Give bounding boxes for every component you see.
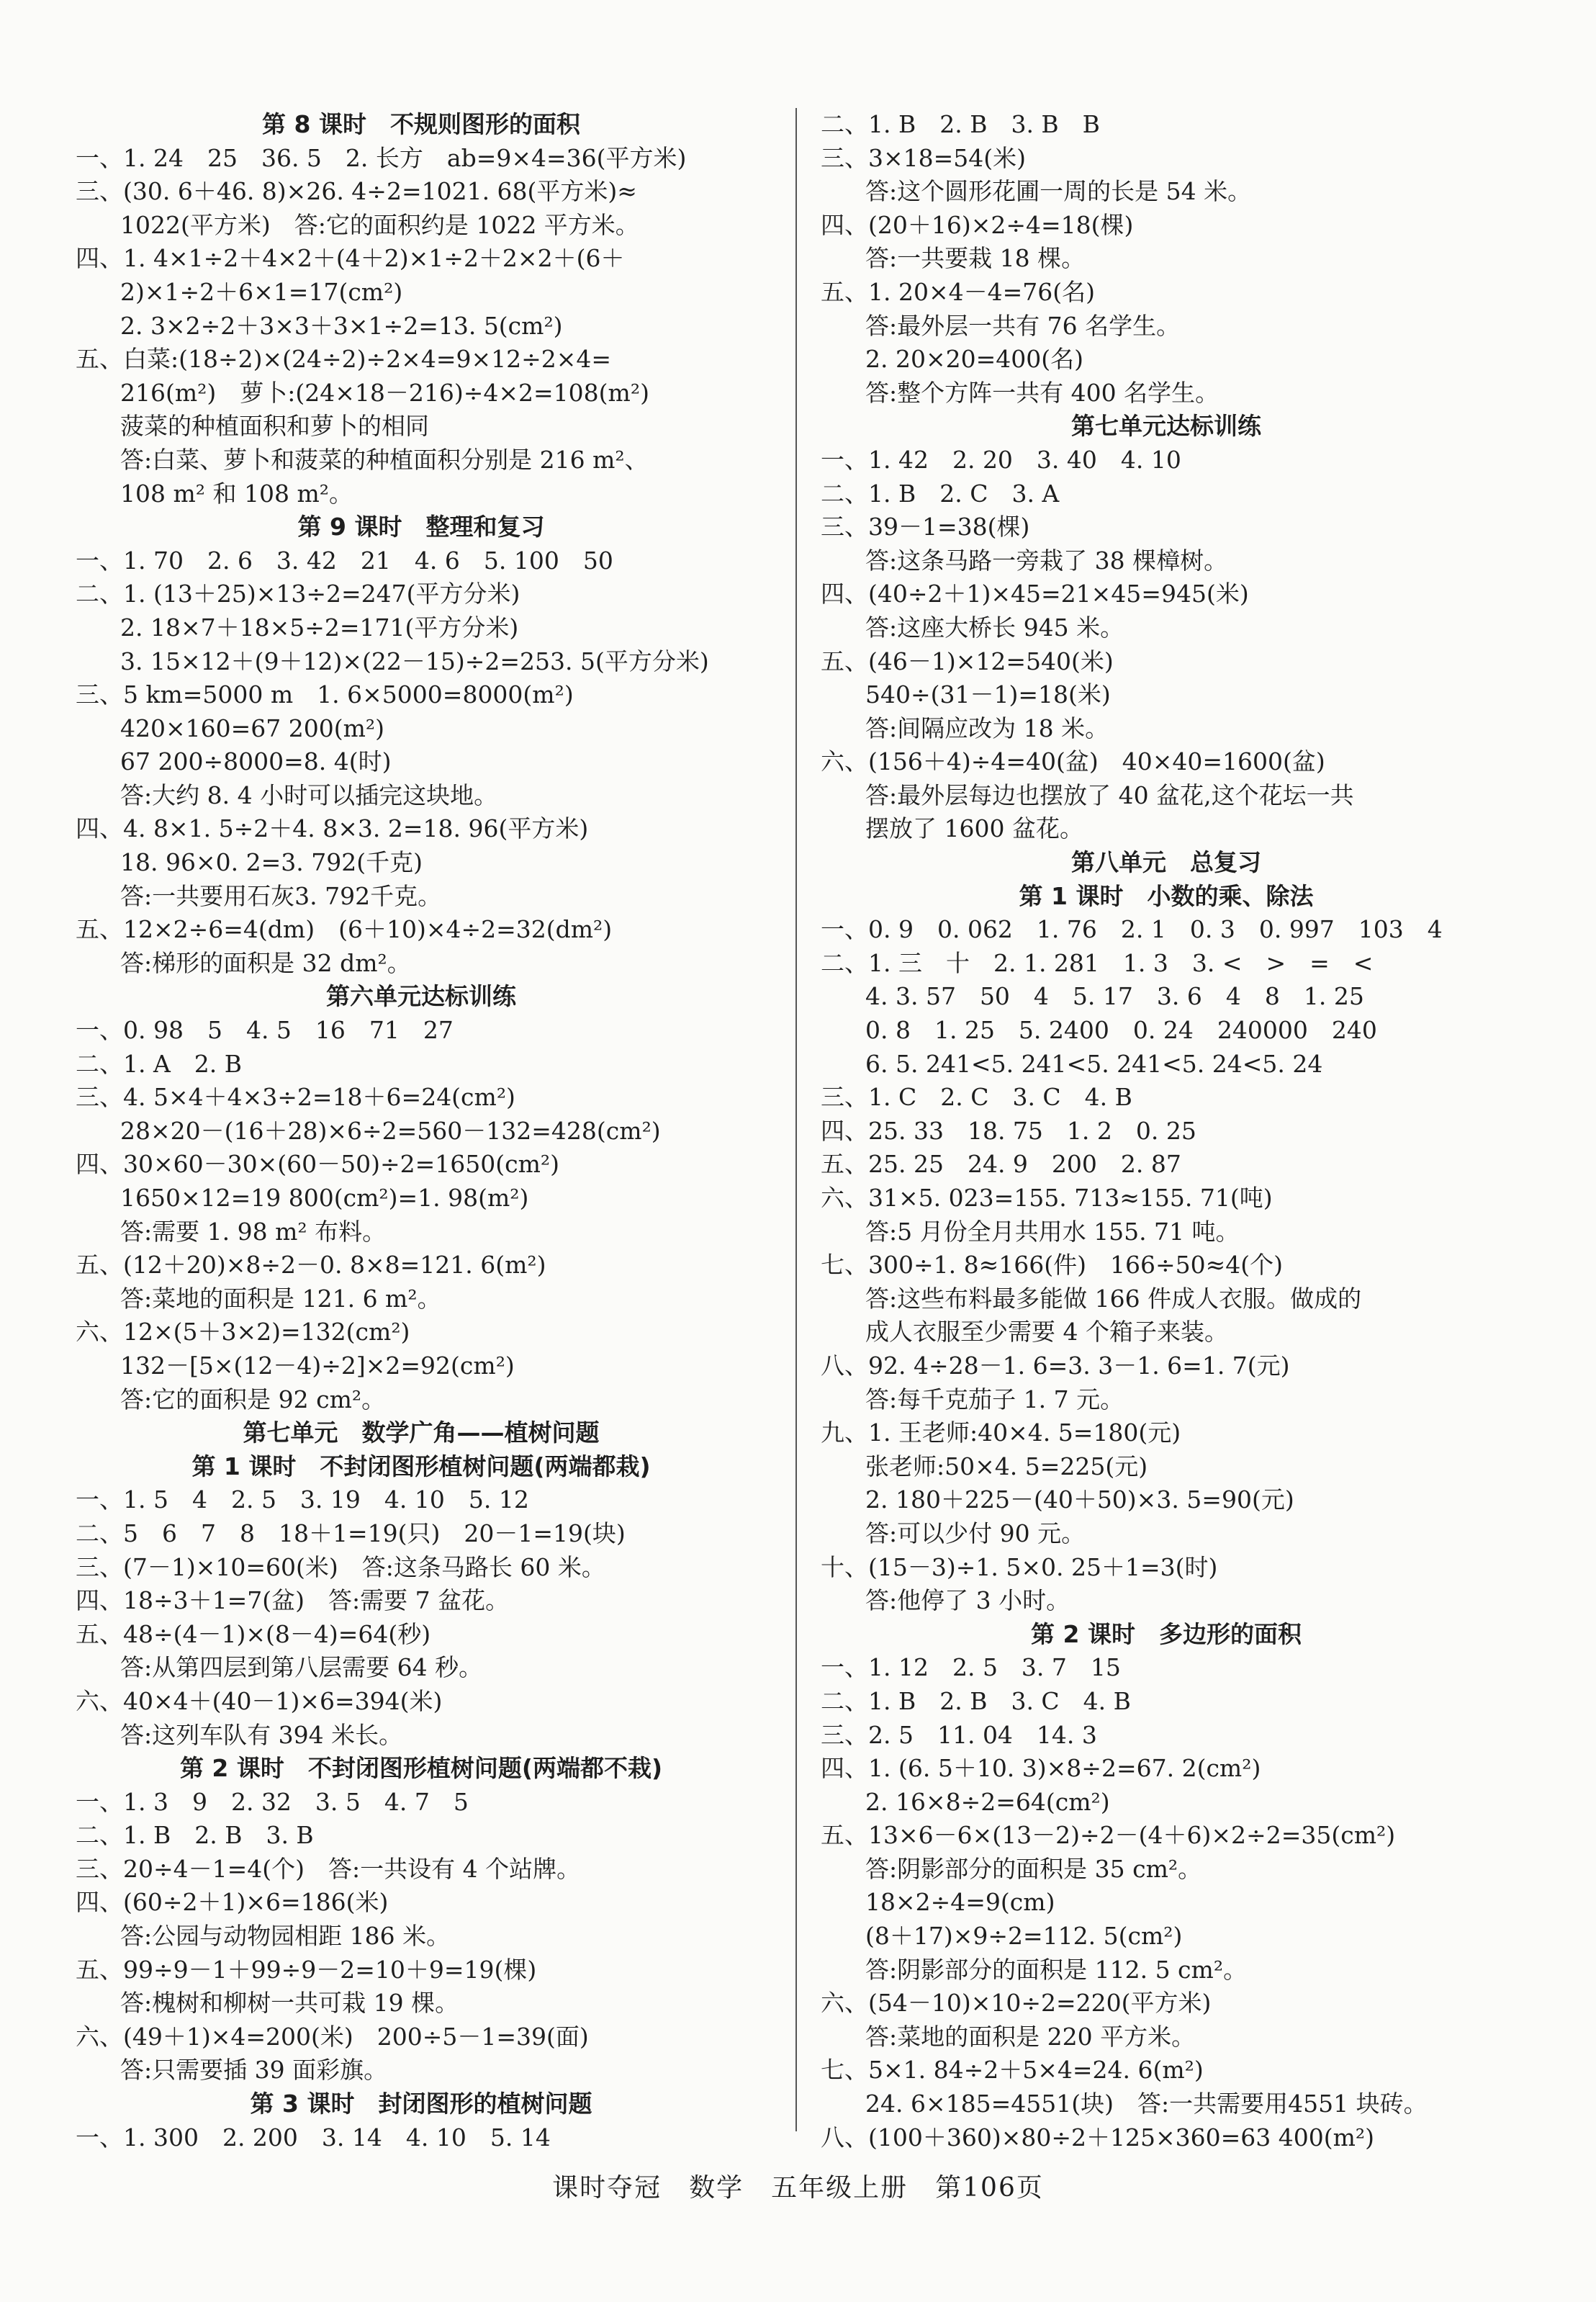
- answer-line: 答:从第四层到第八层需要 64 秒。: [120, 1653, 483, 1682]
- answer-line: 2. 3×2÷2＋3×3＋3×1÷2=13. 5(cm²): [120, 311, 563, 340]
- section-heading: 第 3 课时 封闭图形的植树问题: [250, 2090, 592, 2118]
- answer-line: 三、20÷4－1=4(个) 答:一共设有 4 个站牌。: [76, 1854, 581, 1883]
- answer-line: 1022(平方米) 答:它的面积约是 1022 平方米。: [120, 210, 639, 239]
- answer-line: 三、39－1=38(棵): [821, 513, 1030, 541]
- answer-line: 四、30×60－30×(60－50)÷2=1650(cm²): [76, 1150, 560, 1179]
- answer-line: 答:这条马路一旁栽了 38 棵樟树。: [865, 546, 1228, 575]
- answer-line: 一、0. 9 0. 062 1. 76 2. 1 0. 3 0. 997 103 4: [821, 915, 1443, 944]
- answer-line: 答:整个方阵一共有 400 名学生。: [865, 378, 1219, 407]
- answer-line: 4. 3. 57 50 4 5. 17 3. 6 4 8 1. 25: [865, 982, 1364, 1011]
- answer-line: 答:最外层一共有 76 名学生。: [865, 311, 1181, 340]
- answer-line: 成人衣服至少需要 4 个箱子来装。: [865, 1318, 1228, 1346]
- right-column: [821, 108, 1512, 2154]
- answer-line: 一、1. 5 4 2. 5 3. 19 4. 10 5. 12: [76, 1485, 529, 1514]
- answer-line: 六、40×4＋(40－1)×6=394(米): [76, 1686, 443, 1715]
- section-heading: 第 9 课时 整理和复习: [297, 513, 545, 541]
- answer-line: 三、4. 5×4＋4×3÷2=18＋6=24(cm²): [76, 1083, 515, 1112]
- answer-line: 四、1. (6. 5＋10. 3)×8÷2=67. 2(cm²): [821, 1754, 1261, 1783]
- answer-line: 答:需要 1. 98 m² 布料。: [120, 1217, 387, 1246]
- section-heading: 第 1 课时 不封闭图形植树问题(两端都栽): [191, 1452, 651, 1480]
- answer-line: 答:菜地的面积是 121. 6 m²。: [120, 1284, 441, 1313]
- answer-line: 五、1. 20×4－4=76(名): [821, 277, 1095, 306]
- answer-line: 二、1. B 2. B 3. C 4. B: [821, 1686, 1131, 1715]
- answer-line: 一、1. 24 25 36. 5 2. 长方 ab=9×4=36(平方米): [76, 143, 687, 172]
- answer-line: 一、1. 3 9 2. 32 3. 5 4. 7 5: [76, 1787, 469, 1816]
- answer-line: 答:菜地的面积是 220 平方米。: [865, 2022, 1196, 2051]
- answer-line: 三、2. 5 11. 04 14. 3: [821, 1720, 1097, 1749]
- answer-line: 6. 5. 241<5. 241<5. 241<5. 24<5. 24: [865, 1049, 1323, 1078]
- left-column: [76, 108, 767, 2154]
- answer-line: 三、(30. 6＋46. 8)×26. 4÷2=1021. 68(平方米)≈: [76, 177, 637, 206]
- section-heading: 第七单元达标训练: [1071, 412, 1261, 441]
- answer-line: 18×2÷4=9(cm): [865, 1888, 1055, 1917]
- section-heading: 第七单元 数学广角——植树问题: [243, 1418, 600, 1447]
- answer-line: 3. 15×12＋(9＋12)×(22－15)÷2=253. 5(平方分米): [120, 647, 709, 675]
- answer-line: 二、1. A 2. B: [76, 1049, 243, 1078]
- column-divider: [795, 108, 797, 2131]
- answer-line: 答:只需要插 39 面彩旗。: [120, 2056, 388, 2085]
- answer-line: 答:这列车队有 394 米长。: [120, 1720, 403, 1749]
- answer-line: 五、12×2÷6=4(dm) (6＋10)×4÷2=32(dm²): [76, 915, 613, 944]
- answer-line: 五、白菜:(18÷2)×(24÷2)÷2×4=9×12÷2×4=: [76, 345, 612, 374]
- answer-line: 二、1. 三 十 2. 1. 281 1. 3 3. < > = <: [821, 948, 1374, 977]
- answer-line: 一、1. 42 2. 20 3. 40 4. 10: [821, 445, 1181, 474]
- answer-line: 五、13×6－6×(13－2)÷2－(4＋6)×2÷2=35(cm²): [821, 1821, 1396, 1850]
- section-heading: 第八单元 总复习: [1071, 848, 1261, 877]
- answer-line: 六、12×(5＋3×2)=132(cm²): [76, 1318, 410, 1346]
- answer-line: 六、31×5. 023=155. 713≈155. 71(吨): [821, 1184, 1273, 1212]
- answer-line: 五、99÷9－1＋99÷9－2=10＋9=19(棵): [76, 1955, 537, 1984]
- answer-line: 三、1. C 2. C 3. C 4. B: [821, 1083, 1132, 1112]
- answer-line: 答:他停了 3 小时。: [865, 1586, 1070, 1615]
- answer-line: 答:梯形的面积是 32 dm²。: [120, 948, 411, 977]
- answer-line: 1650×12=19 800(cm²)=1. 98(m²): [120, 1184, 529, 1212]
- answer-line: 九、1. 王老师:40×4. 5=180(元): [821, 1418, 1181, 1447]
- answer-line: 67 200÷8000=8. 4(时): [120, 747, 392, 776]
- answer-line: 五、(46－1)×12=540(米): [821, 647, 1114, 675]
- answer-line: 216(m²) 萝卜:(24×18－216)÷4×2=108(m²): [120, 378, 649, 407]
- answer-line: 十、(15－3)÷1. 5×0. 25＋1=3(时): [821, 1552, 1218, 1581]
- answer-line: 六、(49＋1)×4=200(米) 200÷5－1=39(面): [76, 2022, 589, 2051]
- answer-line: 七、5×1. 84÷2＋5×4=24. 6(m²): [821, 2056, 1204, 2085]
- answer-line: 2. 180＋225－(40＋50)×3. 5=90(元): [865, 1485, 1294, 1514]
- answer-line: 132－[5×(12－4)÷2]×2=92(cm²): [120, 1351, 515, 1380]
- section-heading: 第六单元达标训练: [326, 982, 516, 1011]
- answer-line: 一、0. 98 5 4. 5 16 71 27: [76, 1016, 454, 1045]
- answer-line: 答:间隔应改为 18 米。: [865, 714, 1109, 742]
- answer-line: 答:这些布料最多能做 166 件成人衣服。做成的: [865, 1284, 1362, 1313]
- answer-line: 菠菜的种植面积和萝卜的相同: [120, 412, 429, 441]
- answer-line: 四、4. 8×1. 5÷2＋4. 8×3. 2=18. 96(平方米): [76, 814, 589, 843]
- answer-line: 2. 16×8÷2=64(cm²): [865, 1787, 1110, 1816]
- answer-line: 二、1. B 2. C 3. A: [821, 479, 1060, 508]
- answer-line: 一、1. 70 2. 6 3. 42 21 4. 6 5. 100 50: [76, 546, 613, 575]
- answer-line: 一、1. 300 2. 200 3. 14 4. 10 5. 14: [76, 2123, 551, 2152]
- answer-line: 2. 20×20=400(名): [865, 345, 1083, 374]
- answer-line: 24. 6×185=4551(块) 答:一共需要用4551 块砖。: [865, 2090, 1428, 2118]
- answer-line: 六、(156＋4)÷4=40(盆) 40×40=1600(盆): [821, 747, 1325, 776]
- answer-line: 七、300÷1. 8≈166(件) 166÷50≈4(个): [821, 1251, 1284, 1280]
- answer-line: 答:阴影部分的面积是 112. 5 cm²。: [865, 1955, 1248, 1984]
- answer-line: 答:最外层每边也摆放了 40 盆花,这个花坛一共: [865, 781, 1354, 809]
- answer-line: 答:一共要栽 18 棵。: [865, 244, 1086, 273]
- section-heading: 第 1 课时 小数的乘、除法: [1019, 881, 1314, 910]
- answer-line: 三、(7－1)×10=60(米) 答:这条马路长 60 米。: [76, 1552, 605, 1581]
- answer-line: 答:5 月份全月共用水 155. 71 吨。: [865, 1217, 1240, 1246]
- answer-line: 一、1. 12 2. 5 3. 7 15: [821, 1653, 1121, 1682]
- answer-line: 二、5 6 7 8 18＋1=19(只) 20－1=19(块): [76, 1519, 626, 1547]
- answer-line: 28×20－(16＋28)×6÷2=560－132=428(cm²): [120, 1116, 661, 1145]
- answer-line: 答:白菜、萝卜和菠菜的种植面积分别是 216 m²、: [120, 445, 649, 474]
- answer-line: 18. 96×0. 2=3. 792(千克): [120, 848, 423, 877]
- page-footer: 课时夺冠 数学 五年级上册 第106页: [552, 2173, 1044, 2203]
- answer-line: 三、5 km=5000 m 1. 6×5000=8000(m²): [76, 680, 574, 709]
- answer-line: 答:一共要用石灰3. 792千克。: [120, 881, 442, 910]
- answer-line: 答:阴影部分的面积是 35 cm²。: [865, 1854, 1202, 1883]
- answer-line: 答:可以少付 90 元。: [865, 1519, 1086, 1547]
- answer-line: 420×160=67 200(m²): [120, 714, 385, 742]
- answer-line: 八、92. 4÷28－1. 6=3. 3－1. 6=1. 7(元): [821, 1351, 1290, 1380]
- answer-line: (8＋17)×9÷2=112. 5(cm²): [865, 1922, 1183, 1951]
- answer-line: 答:槐树和柳树一共可栽 19 棵。: [120, 1989, 459, 2018]
- answer-line: 四、(60÷2＋1)×6=186(米): [76, 1888, 389, 1917]
- answer-line: 答:公园与动物园相距 186 米。: [120, 1922, 451, 1951]
- answer-line: 八、(100＋360)×80÷2＋125×360=63 400(m²): [821, 2123, 1375, 2152]
- answer-line: 答:这座大桥长 945 米。: [865, 613, 1124, 642]
- answer-line: 答:这个圆形花圃一周的长是 54 米。: [865, 177, 1252, 206]
- answer-line: 四、1. 4×1÷2＋4×2＋(4＋2)×1÷2＋2×2＋(6＋: [76, 244, 625, 273]
- answer-line: 四、(40÷2＋1)×45=21×45=945(米): [821, 580, 1249, 608]
- answer-line: 五、48÷(4－1)×(8－4)=64(秒): [76, 1619, 431, 1648]
- answer-line: 三、3×18=54(米): [821, 143, 1027, 172]
- answer-line: 二、1. B 2. B 3. B: [76, 1821, 314, 1850]
- answer-line: 答:它的面积是 92 cm²。: [120, 1385, 386, 1413]
- answer-line: 四、18÷3＋1=7(盆) 答:需要 7 盆花。: [76, 1586, 510, 1615]
- answer-line: 五、25. 25 24. 9 200 2. 87: [821, 1150, 1181, 1179]
- answer-line: 张老师:50×4. 5=225(元): [865, 1452, 1148, 1480]
- answer-line: 540÷(31－1)=18(米): [865, 680, 1111, 709]
- answer-line: 2. 18×7＋18×5÷2=171(平方分米): [120, 613, 519, 642]
- answer-line: 四、25. 33 18. 75 1. 2 0. 25: [821, 1116, 1196, 1145]
- answer-line: 108 m² 和 108 m²。: [120, 479, 353, 508]
- section-heading: 第 8 课时 不规则图形的面积: [262, 110, 580, 138]
- answer-line: 六、(54－10)×10÷2=220(平方米): [821, 1989, 1212, 2018]
- answer-line: 2)×1÷2＋6×1=17(cm²): [120, 277, 403, 306]
- answer-line: 四、(20＋16)×2÷4=18(棵): [821, 210, 1134, 239]
- answer-line: 五、(12＋20)×8÷2－0. 8×8=121. 6(m²): [76, 1251, 546, 1280]
- answer-line: 答:大约 8. 4 小时可以插完这块地。: [120, 781, 498, 809]
- section-heading: 第 2 课时 不封闭图形植树问题(两端都不栽): [179, 1754, 663, 1783]
- answer-line: 二、1. (13＋25)×13÷2=247(平方分米): [76, 580, 520, 608]
- answer-line: 答:每千克茄子 1. 7 元。: [865, 1385, 1124, 1413]
- answer-line: 摆放了 1600 盆花。: [865, 814, 1083, 843]
- section-heading: 第 2 课时 多边形的面积: [1031, 1619, 1302, 1648]
- answer-line: 0. 8 1. 25 5. 2400 0. 24 240000 240: [865, 1016, 1377, 1045]
- answer-line: 二、1. B 2. B 3. B B: [821, 110, 1100, 138]
